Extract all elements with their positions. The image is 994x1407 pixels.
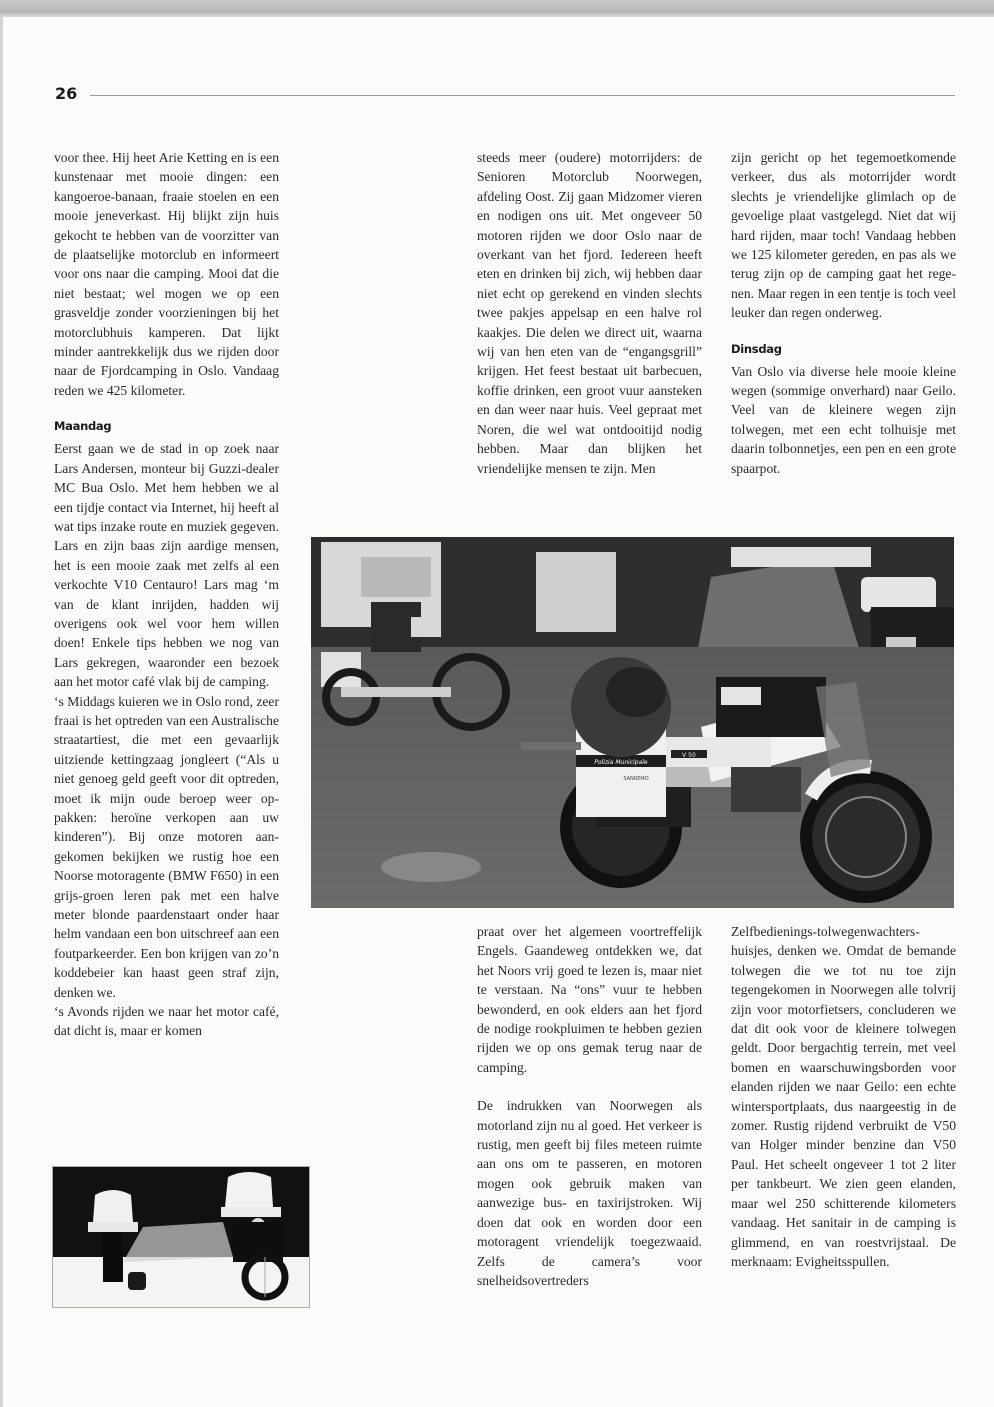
photo-small-illustration: [53, 1167, 309, 1307]
paragraph: voor thee. Hij heet Arie Ketting en is een kunstenaar met mooie dingen: een kangoeroe-banaan, fraaie stoelen en een mooie jeneverkast. Hij blijkt zijn huis gekocht te hebben van de voorzitter van de plaatselijke motorclub en informeert voor ons naar die camping. Mooi dat die niet bestaat; wel mogen we op een grasveldje zonder voorzieningen bij het motorclubhuis kamperen. Dat lijkt minder aantrekkelijk dus we rijden door naar de Fjordcamping in Oslo. Vandaag reden we 425 kilometer.: [54, 150, 279, 398]
photo-two-motorcycles: [52, 1166, 310, 1308]
section-heading-dinsdag: Dinsdag: [731, 341, 782, 356]
saddlebag-label: Polizia Municipale: [594, 759, 648, 766]
paragraph: ‘s Avonds rijden we naar het motor café, dat dicht is, maar er komen: [54, 1004, 279, 1039]
column-1: [54, 148, 279, 1041]
column-3-lower: [731, 922, 956, 1271]
paragraph: ‘s Middags kuieren we in Oslo rond, zeer fraai is het optreden van een Australische straatartiest, die met een gevaarlijk uitziende kettingzaag jongleert (“Als u niet genoeg geld geeft voor dit optreden, moet ik mijn oude beroep weer oppakken: heroïne verkopen aan uw kinderen”). Bij onze motoren aangekomen bekijken we rustig hoe een Noorse motoragente (BMW F650) in een grijs-groen leren pak met een halve meter blonde paardenstaart onder haar helm vandaan een bon uitschreef aan een foutparkeerder. Een bon krijgen van zo’n koddebeier kan haast geen straf zijn, denken we.: [54, 693, 279, 1000]
column-2: [477, 148, 702, 478]
paragraph: praat over het algemeen voortreffelijk Engels. Gaandeweg ontdekken we, dat het Noors vrij goed te lezen is, maar niet te verstaan. Na “ons” vuur te hebben bewonderd, en ook elders aan het fjord de nodige rookpluimen te hebben gezien rijden we op ons gemak terug naar de camping.: [477, 924, 702, 1075]
photo-main-illustration: [311, 537, 954, 908]
side-panel-label: V 50: [682, 752, 696, 759]
paragraph: Van Oslo via diverse hele mooie kleine wegen (sommige onverhard) naar Geilo. Veel van de kleinere wegen zijn tolwegen, met een echt tolhuisje met daarin tolbonnetjes, een pen en een grote spaarpot.: [731, 363, 956, 476]
paragraph: steeds meer (oudere) motorrijders: de Senioren Motorclub Noorwegen, afdeling Oost. Zij gaan Midzomer vieren en nodigen ons uit. Met ongeveer 50 motoren rijden we door Oslo naar de overkant van het fjord. Iedereen heeft eten en drinken bij zich, wij hebben daar niet echt op gerekend en vinden slechts twee pakjes appelsap en een halve rol kaakjes. Die delen we direct uit, waarna wij van hen eten van de “engangsgrill” krijgen. Het feest bestaat uit barbecuen, koffie drinken, een groot vuur aansteken en dan weer naar huis. Veel gepraat met Noren, die wel wat ontdooitijd nodig hebben. Maar dan blijken het vriendelijke mensen te zijn. Men: [477, 150, 702, 476]
header-rule: [90, 95, 955, 96]
paragraph: Eerst gaan we de stad in op zoek naar Lars Andersen, monteur bij Guzzi-dealer MC Bua Oslo. Met hem hebben we al een tijdje contact via Internet, hij heeft al wat tips inzake route en muziek gegeven. Lars en zijn baas zijn aardige mensen, het is een mooie zaak met zelfs al een verkochte V10 Centauro! Lars mag ‘m van de klant inrijden, hadden wij overigens ook wel voor hem willen doen! Enkele tips hebben we nog van Lars gekregen, waaronder een bezoek aan het motor café vlak bij de camping.: [54, 441, 279, 690]
paragraph: De indrukken van Noorwegen als motorland zijn nu al goed. Het verkeer is rustig, men geeft bij files meteen ruimte aan ons om te passeren, en motoren mogen ook gebruik maken van aanwezige bus- en taxirijstroken. Wij doen dat ook en worden door een motoragent vriendelijk toegezwaaid. Zelfs de camera’s voor snelheidsovertreders: [477, 1098, 702, 1288]
section-heading-maandag: Maandag: [54, 419, 112, 434]
scan-top-band: [0, 0, 994, 17]
saddlebag-sublabel: SANREMO: [623, 776, 649, 782]
paragraph: Zelfbedienings-tolwegenwachtershuisjes, denken we. Omdat de bemande tolwegen die we tot nu toe zijn tegengekomen in Noorwegen alle tolvrij zijn voor motorfietsers, concluderen we dat dit ook voor de kleinere tolwegen geldt. Door bergachtig terrein, met veel bomen en waarschuwingsborden voor elanden rijden we naar Geilo: een echte wintersportplaats, dus naargeestig in de zomer. Rustig rijdend verbruikt de V50 van Holger minder benzine dan V50 Paul. Het scheelt ongeveer 1 tot 2 liter per tankbeurt. We zien geen elanden, maar wel 250 schitterende kilometers vandaag. Het sanitair in de camping is glimmend, en van roestvrijstaal. De merknaam: Evigheitsspullen.: [731, 924, 956, 1269]
photo-motorcycles-campsite: [311, 537, 954, 908]
column-3: [731, 148, 956, 478]
column-2-lower: [477, 922, 702, 1290]
scan-left-edge: [0, 17, 3, 1407]
paragraph: zijn gericht op het tegemoetkomende verkeer, dus als motorrijder wordt slechts je vriendelijke glimlach op de gevoelige plaat vastgelegd. Niet dat wij hard rijden, maar toch! Vandaag hebben we 125 kilometer gereden, en pas als we terug zijn op de camping gaat het regenen. Maar regen in een tentje is toch veel leuker dan regen onderweg.: [731, 150, 956, 321]
page-number: 26: [55, 84, 78, 103]
car: [861, 577, 936, 612]
